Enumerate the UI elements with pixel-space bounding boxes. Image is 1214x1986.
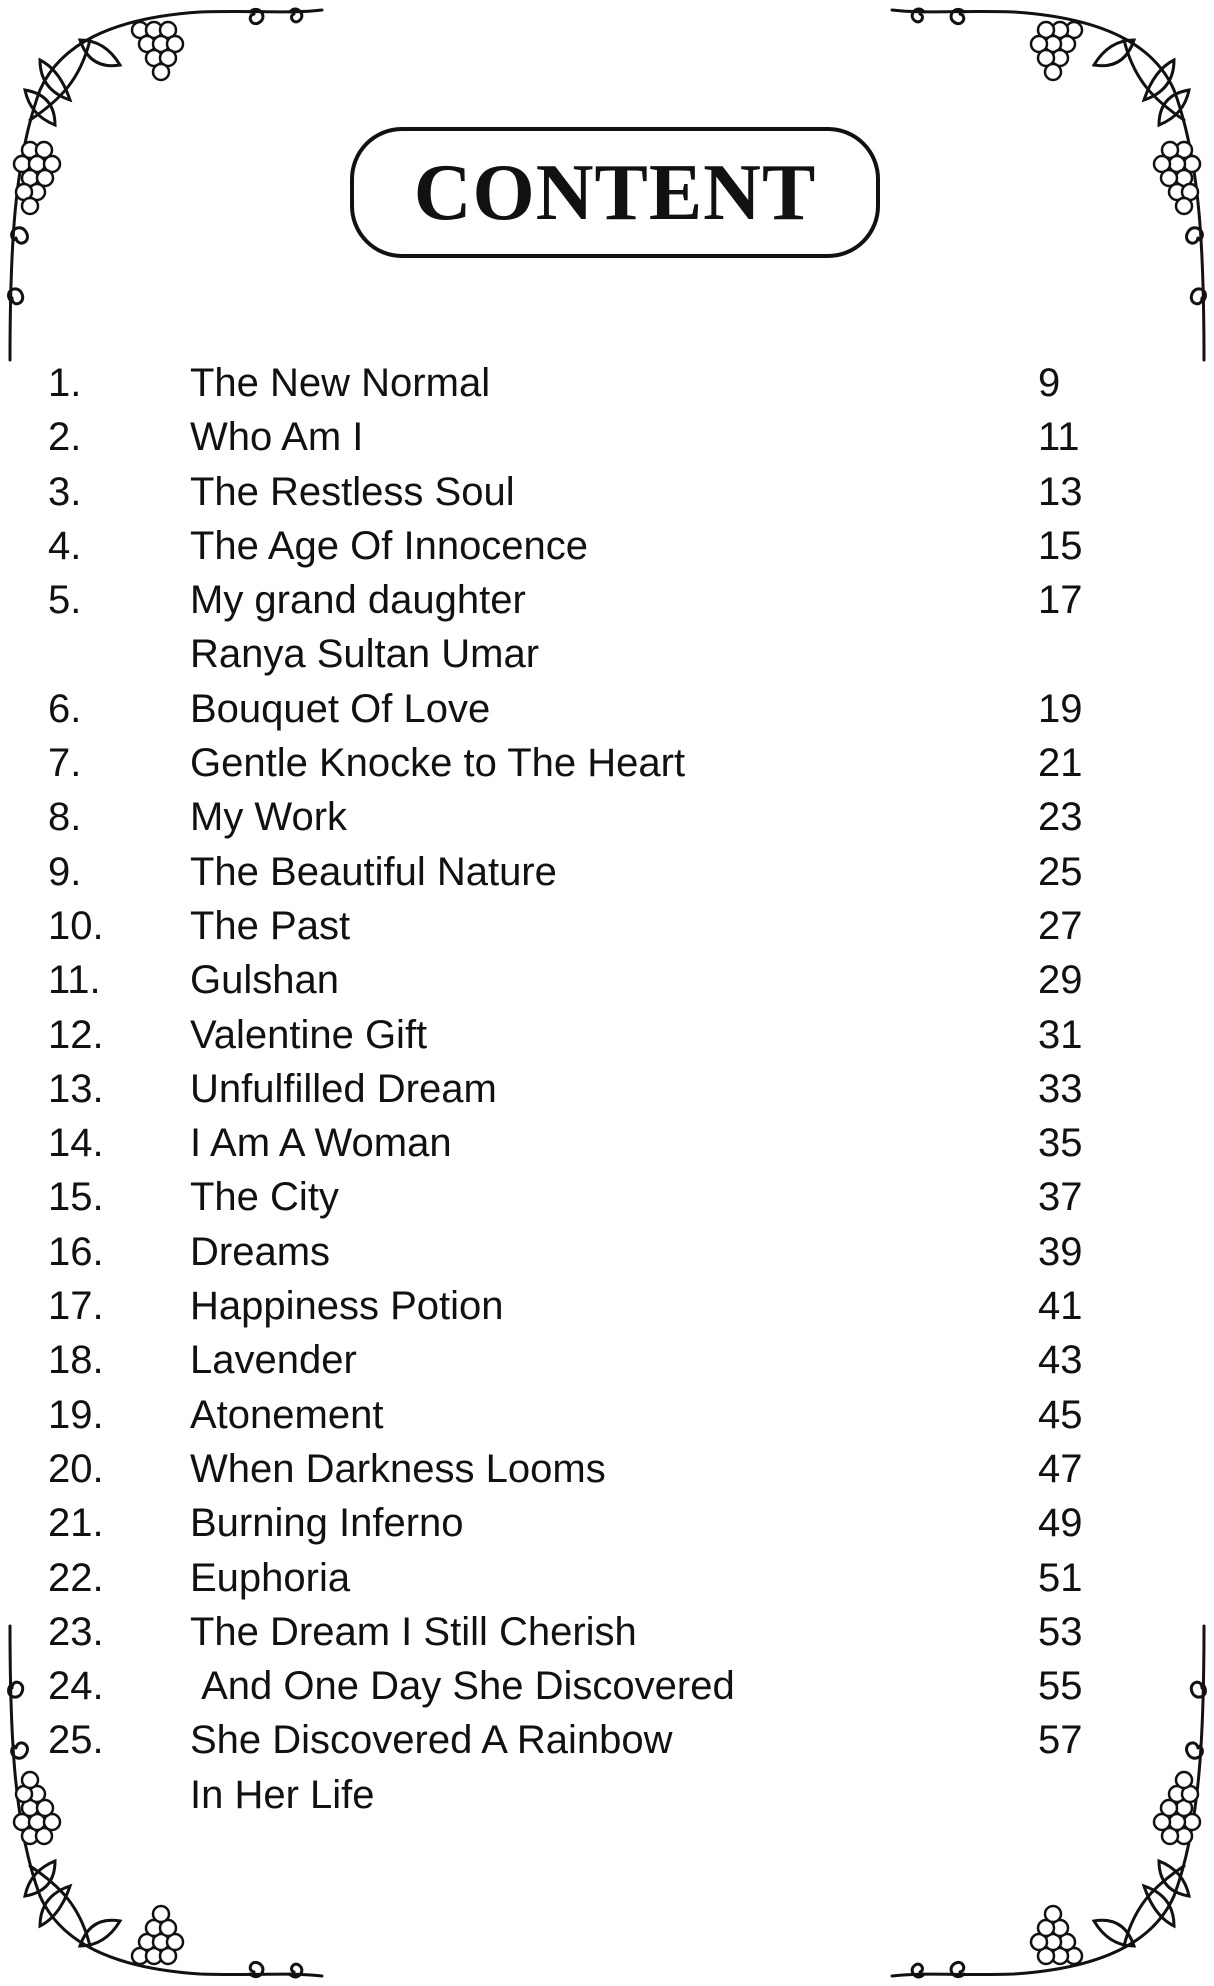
entry-number: 14. xyxy=(48,1121,104,1166)
toc-entry[interactable] xyxy=(48,1062,1128,1116)
toc-entry[interactable] xyxy=(48,1279,1128,1333)
toc-entry[interactable] xyxy=(48,899,1128,953)
entry-page-number: 35 xyxy=(1038,1121,1083,1166)
entry-title: My grand daughter Ranya Sultan Umar xyxy=(190,578,540,677)
toc-entry[interactable] xyxy=(48,356,1128,410)
entry-title: Gentle Knocke to The Heart xyxy=(190,741,686,786)
toc-entry[interactable] xyxy=(48,845,1128,899)
toc-entry[interactable] xyxy=(48,1442,1128,1496)
entry-page-number: 9 xyxy=(1038,361,1061,405)
entry-number: 24. xyxy=(48,1664,104,1709)
toc-entry[interactable] xyxy=(48,1659,1128,1713)
entry-page-number: 55 xyxy=(1038,1664,1083,1709)
grape-vine-icon xyxy=(884,0,1214,370)
entry-number: 23. xyxy=(48,1609,104,1654)
entry-number: 22. xyxy=(48,1555,104,1600)
entry-number: 17. xyxy=(48,1284,104,1329)
title-frame xyxy=(350,127,880,258)
entry-number: 6. xyxy=(48,686,82,731)
entry-page-number: 39 xyxy=(1038,1229,1083,1274)
toc-entry[interactable] xyxy=(48,1388,1128,1442)
entry-title: The Restless Soul xyxy=(190,469,515,514)
entry-title: Gulshan xyxy=(190,958,339,1003)
toc-entry[interactable] xyxy=(48,1116,1128,1170)
entry-title: Lavender xyxy=(190,1338,357,1383)
entry-title: The New Normal xyxy=(190,361,491,405)
entry-number: 15. xyxy=(48,1175,104,1220)
page-title: CONTENT xyxy=(413,148,817,237)
toc-entry[interactable] xyxy=(48,1008,1128,1062)
entry-number: 5. xyxy=(48,578,82,623)
entry-page-number: 15 xyxy=(1038,523,1083,568)
toc-entry[interactable] xyxy=(48,1496,1128,1550)
toc-entry[interactable] xyxy=(48,465,1128,519)
entry-page-number: 11 xyxy=(1038,415,1080,460)
entry-title: The Dream I Still Cherish xyxy=(190,1609,637,1654)
entry-title: Happiness Potion xyxy=(190,1284,504,1329)
entry-page-number: 41 xyxy=(1038,1284,1083,1329)
entry-number: 21. xyxy=(48,1501,104,1546)
toc-entry[interactable] xyxy=(48,410,1128,464)
entry-page-number: 37 xyxy=(1038,1175,1083,1220)
entry-number: 25. xyxy=(48,1718,104,1763)
corner-ornament-top-left xyxy=(0,0,330,370)
toc-entry[interactable] xyxy=(48,1225,1128,1279)
entry-title: And One Day She Discovered xyxy=(190,1664,735,1709)
entry-number: 11. xyxy=(48,958,101,1003)
entry-title: Bouquet Of Love xyxy=(190,686,491,731)
entry-page-number: 13 xyxy=(1038,469,1083,514)
grape-vine-icon xyxy=(0,0,330,370)
entry-title: Unfulfilled Dream xyxy=(190,1066,497,1111)
entry-page-number: 47 xyxy=(1038,1446,1083,1491)
entry-page-number: 27 xyxy=(1038,903,1083,948)
entry-number: 7. xyxy=(48,741,82,786)
entry-page-number: 23 xyxy=(1038,795,1083,840)
entry-page-number: 29 xyxy=(1038,958,1083,1003)
entry-number: 16. xyxy=(48,1229,104,1274)
toc-entry[interactable] xyxy=(48,682,1128,736)
toc-entry[interactable] xyxy=(48,1713,1128,1822)
toc-entry[interactable] xyxy=(48,790,1128,844)
table-of-contents xyxy=(48,356,1128,1822)
entry-page-number: 17 xyxy=(1038,578,1083,623)
toc-entry[interactable] xyxy=(48,1551,1128,1605)
entry-number: 10. xyxy=(48,903,104,948)
entry-page-number: 21 xyxy=(1038,741,1083,786)
entry-title: My Work xyxy=(190,795,348,840)
entry-number: 9. xyxy=(48,849,82,894)
entry-number: 2. xyxy=(48,415,82,460)
entry-page-number: 31 xyxy=(1038,1012,1083,1057)
entry-page-number: 49 xyxy=(1038,1501,1083,1546)
entry-title: She Discovered A Rainbow In Her Life xyxy=(190,1718,673,1817)
toc-entry[interactable] xyxy=(48,1333,1128,1387)
entry-title: The Age Of Innocence xyxy=(190,523,589,568)
entry-title: Dreams xyxy=(190,1229,331,1274)
entry-title: I Am A Woman xyxy=(190,1121,452,1166)
entry-number: 12. xyxy=(48,1012,104,1057)
entry-page-number: 57 xyxy=(1038,1718,1083,1763)
entry-title: Euphoria xyxy=(190,1555,351,1600)
entry-number: 20. xyxy=(48,1446,104,1491)
entry-page-number: 33 xyxy=(1038,1066,1083,1111)
entry-number: 8. xyxy=(48,795,82,840)
entry-title: The Past xyxy=(190,903,351,948)
entry-number: 13. xyxy=(48,1066,104,1111)
entry-title: Valentine Gift xyxy=(190,1012,428,1057)
entry-title: When Darkness Looms xyxy=(190,1446,606,1491)
toc-entry[interactable] xyxy=(48,1170,1128,1224)
toc-entry[interactable] xyxy=(48,736,1128,790)
entry-title: Burning Inferno xyxy=(190,1501,464,1546)
corner-ornament-top-right xyxy=(884,0,1214,370)
entry-number: 18. xyxy=(48,1338,104,1383)
entry-number: 4. xyxy=(48,523,82,568)
entry-page-number: 53 xyxy=(1038,1609,1083,1654)
entry-title: Atonement xyxy=(190,1392,384,1437)
entry-title: The City xyxy=(190,1175,339,1220)
entry-number: 1. xyxy=(48,361,82,405)
entry-page-number: 19 xyxy=(1038,686,1083,731)
entry-number: 3. xyxy=(48,469,82,514)
entry-page-number: 43 xyxy=(1038,1338,1083,1383)
entry-page-number: 51 xyxy=(1038,1555,1083,1600)
toc-entry[interactable] xyxy=(48,573,1128,682)
entry-number: 19. xyxy=(48,1392,104,1437)
toc-entry[interactable] xyxy=(48,953,1128,1007)
entry-page-number: 25 xyxy=(1038,849,1083,894)
toc-entry[interactable] xyxy=(48,519,1128,573)
entry-page-number: 45 xyxy=(1038,1392,1083,1437)
entry-title: Who Am I xyxy=(190,415,364,460)
toc-entry[interactable] xyxy=(48,1605,1128,1659)
entry-title: The Beautiful Nature xyxy=(190,849,557,894)
